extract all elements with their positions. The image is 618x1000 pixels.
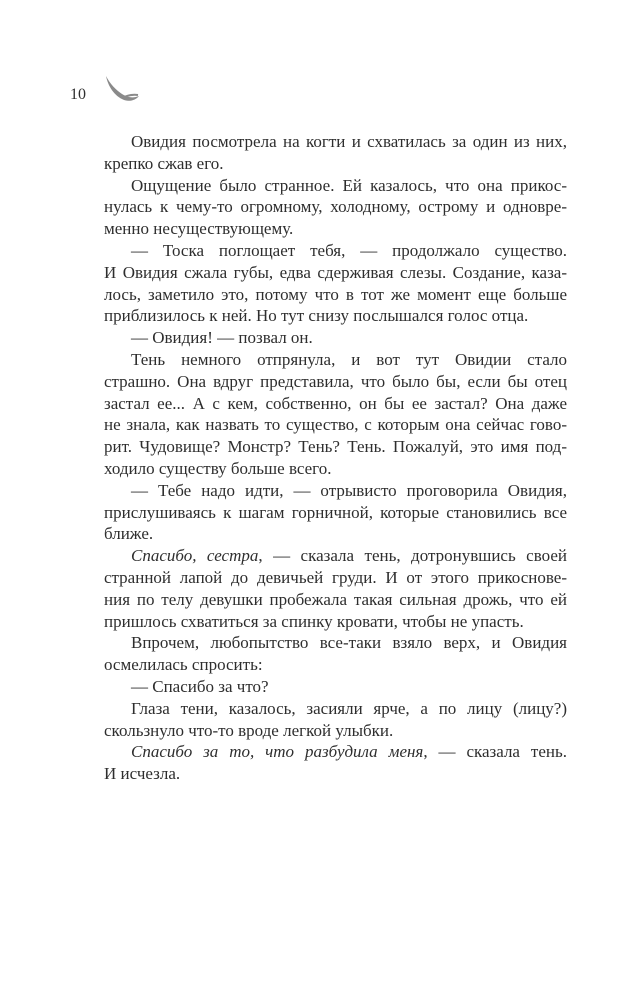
text-line xyxy=(104,436,567,458)
text-line xyxy=(104,284,567,306)
body-text xyxy=(104,131,567,785)
text-line-content: страшно. Она вдруг представила, что было бы, если бы отец xyxy=(104,371,567,391)
text-line xyxy=(104,676,567,698)
text-line-content: застал ее... А с кем, собственно, он бы ее застал? Она даже xyxy=(104,393,567,413)
text-line xyxy=(104,393,567,415)
text-line-content: Впрочем, любопытство все-таки взяло верх, и Овидия xyxy=(131,633,567,653)
text-line-content: крепко сжав его. xyxy=(104,153,224,173)
text-line-content: осмелилась спросить: xyxy=(104,655,263,675)
text-line xyxy=(104,589,567,611)
text-line xyxy=(104,349,567,371)
text-line-content: Ощущение было странное. Ей казалось, что она прикос- xyxy=(131,175,567,195)
text-line xyxy=(104,218,567,240)
text-line xyxy=(104,458,567,480)
text-line-content: — Овидия! — позвал он. xyxy=(131,328,313,348)
text-line xyxy=(104,153,567,175)
text-line xyxy=(104,414,567,436)
text-line xyxy=(104,654,567,676)
text-line-content: ходило существу больше всего. xyxy=(104,458,332,478)
text-line-content: — Тоска поглощает тебя, — продолжало существо. xyxy=(131,240,567,260)
text-line xyxy=(104,567,567,589)
text-line-content: приблизилось к ней. Но тут снизу послышался голос отца. xyxy=(104,306,529,326)
text-line xyxy=(104,632,567,654)
text-line-content: не знала, как назвать то существо, с которым она сейчас гово- xyxy=(104,415,567,435)
text-line xyxy=(104,523,567,545)
text-line xyxy=(104,741,567,763)
text-line xyxy=(104,502,567,524)
text-line xyxy=(104,763,567,785)
text-line xyxy=(104,196,567,218)
text-line xyxy=(104,545,567,567)
text-line xyxy=(104,305,567,327)
text-line-content: пришлось схватиться за спинку кровати, чтобы не упасть. xyxy=(104,611,524,631)
text-line-content: рит. Чудовище? Монстр? Тень? Тень. Пожалуй, это имя под- xyxy=(104,437,567,457)
page-number: 10 xyxy=(70,86,86,103)
text-line xyxy=(104,371,567,393)
text-line xyxy=(104,131,567,153)
swallow-bird-icon xyxy=(104,74,140,106)
text-line xyxy=(104,175,567,197)
text-line xyxy=(104,240,567,262)
text-line xyxy=(104,480,567,502)
text-line-content: нулась к чему-то огромному, холодному, острому и одновре- xyxy=(104,197,567,217)
text-line-content: менно несуществующему. xyxy=(104,219,294,239)
text-line-content: — Спасибо за что? xyxy=(131,676,269,696)
text-line-content: прислушиваясь к шагам горничной, которые становились все xyxy=(104,502,567,522)
text-line xyxy=(104,720,567,742)
text-line-content: , — сказала тень, дотронувшись своей xyxy=(258,546,567,566)
text-line-content: , — сказала тень. xyxy=(423,742,567,762)
text-line xyxy=(104,611,567,633)
text-line xyxy=(104,698,567,720)
italic-speech: Спасибо, сестра xyxy=(131,546,259,566)
text-line xyxy=(104,327,567,349)
text-line-content: странной лапой до девичьей груди. И от этого прикоснове- xyxy=(104,567,567,587)
italic-speech: Спасибо за то, что разбудила меня xyxy=(131,742,424,762)
text-line-content: Глаза тени, казалось, засияли ярче, а по лицу (лицу?) xyxy=(131,698,567,718)
text-line-content: ния по телу девушки пробежала такая сильная дрожь, что ей xyxy=(104,589,567,609)
text-line-content: скользнуло что-то вроде легкой улыбки. xyxy=(104,720,394,740)
text-line-content: ближе. xyxy=(104,524,154,544)
text-line-content: лось, заметило это, потому что в тот же момент еще больше xyxy=(104,284,567,304)
text-line-content: Тень немного отпрянула, и вот тут Овидии стало xyxy=(131,349,567,369)
text-line-content: — Тебе надо идти, — отрывисто проговорила Овидия, xyxy=(131,480,567,500)
text-line-content: И исчезла. xyxy=(104,764,181,784)
text-line xyxy=(104,262,567,284)
text-line-content: Овидия посмотрела на когти и схватилась за один из них, xyxy=(131,132,567,151)
text-line-content: И Овидия сжала губы, едва сдерживая слезы. Создание, каза- xyxy=(104,262,567,282)
